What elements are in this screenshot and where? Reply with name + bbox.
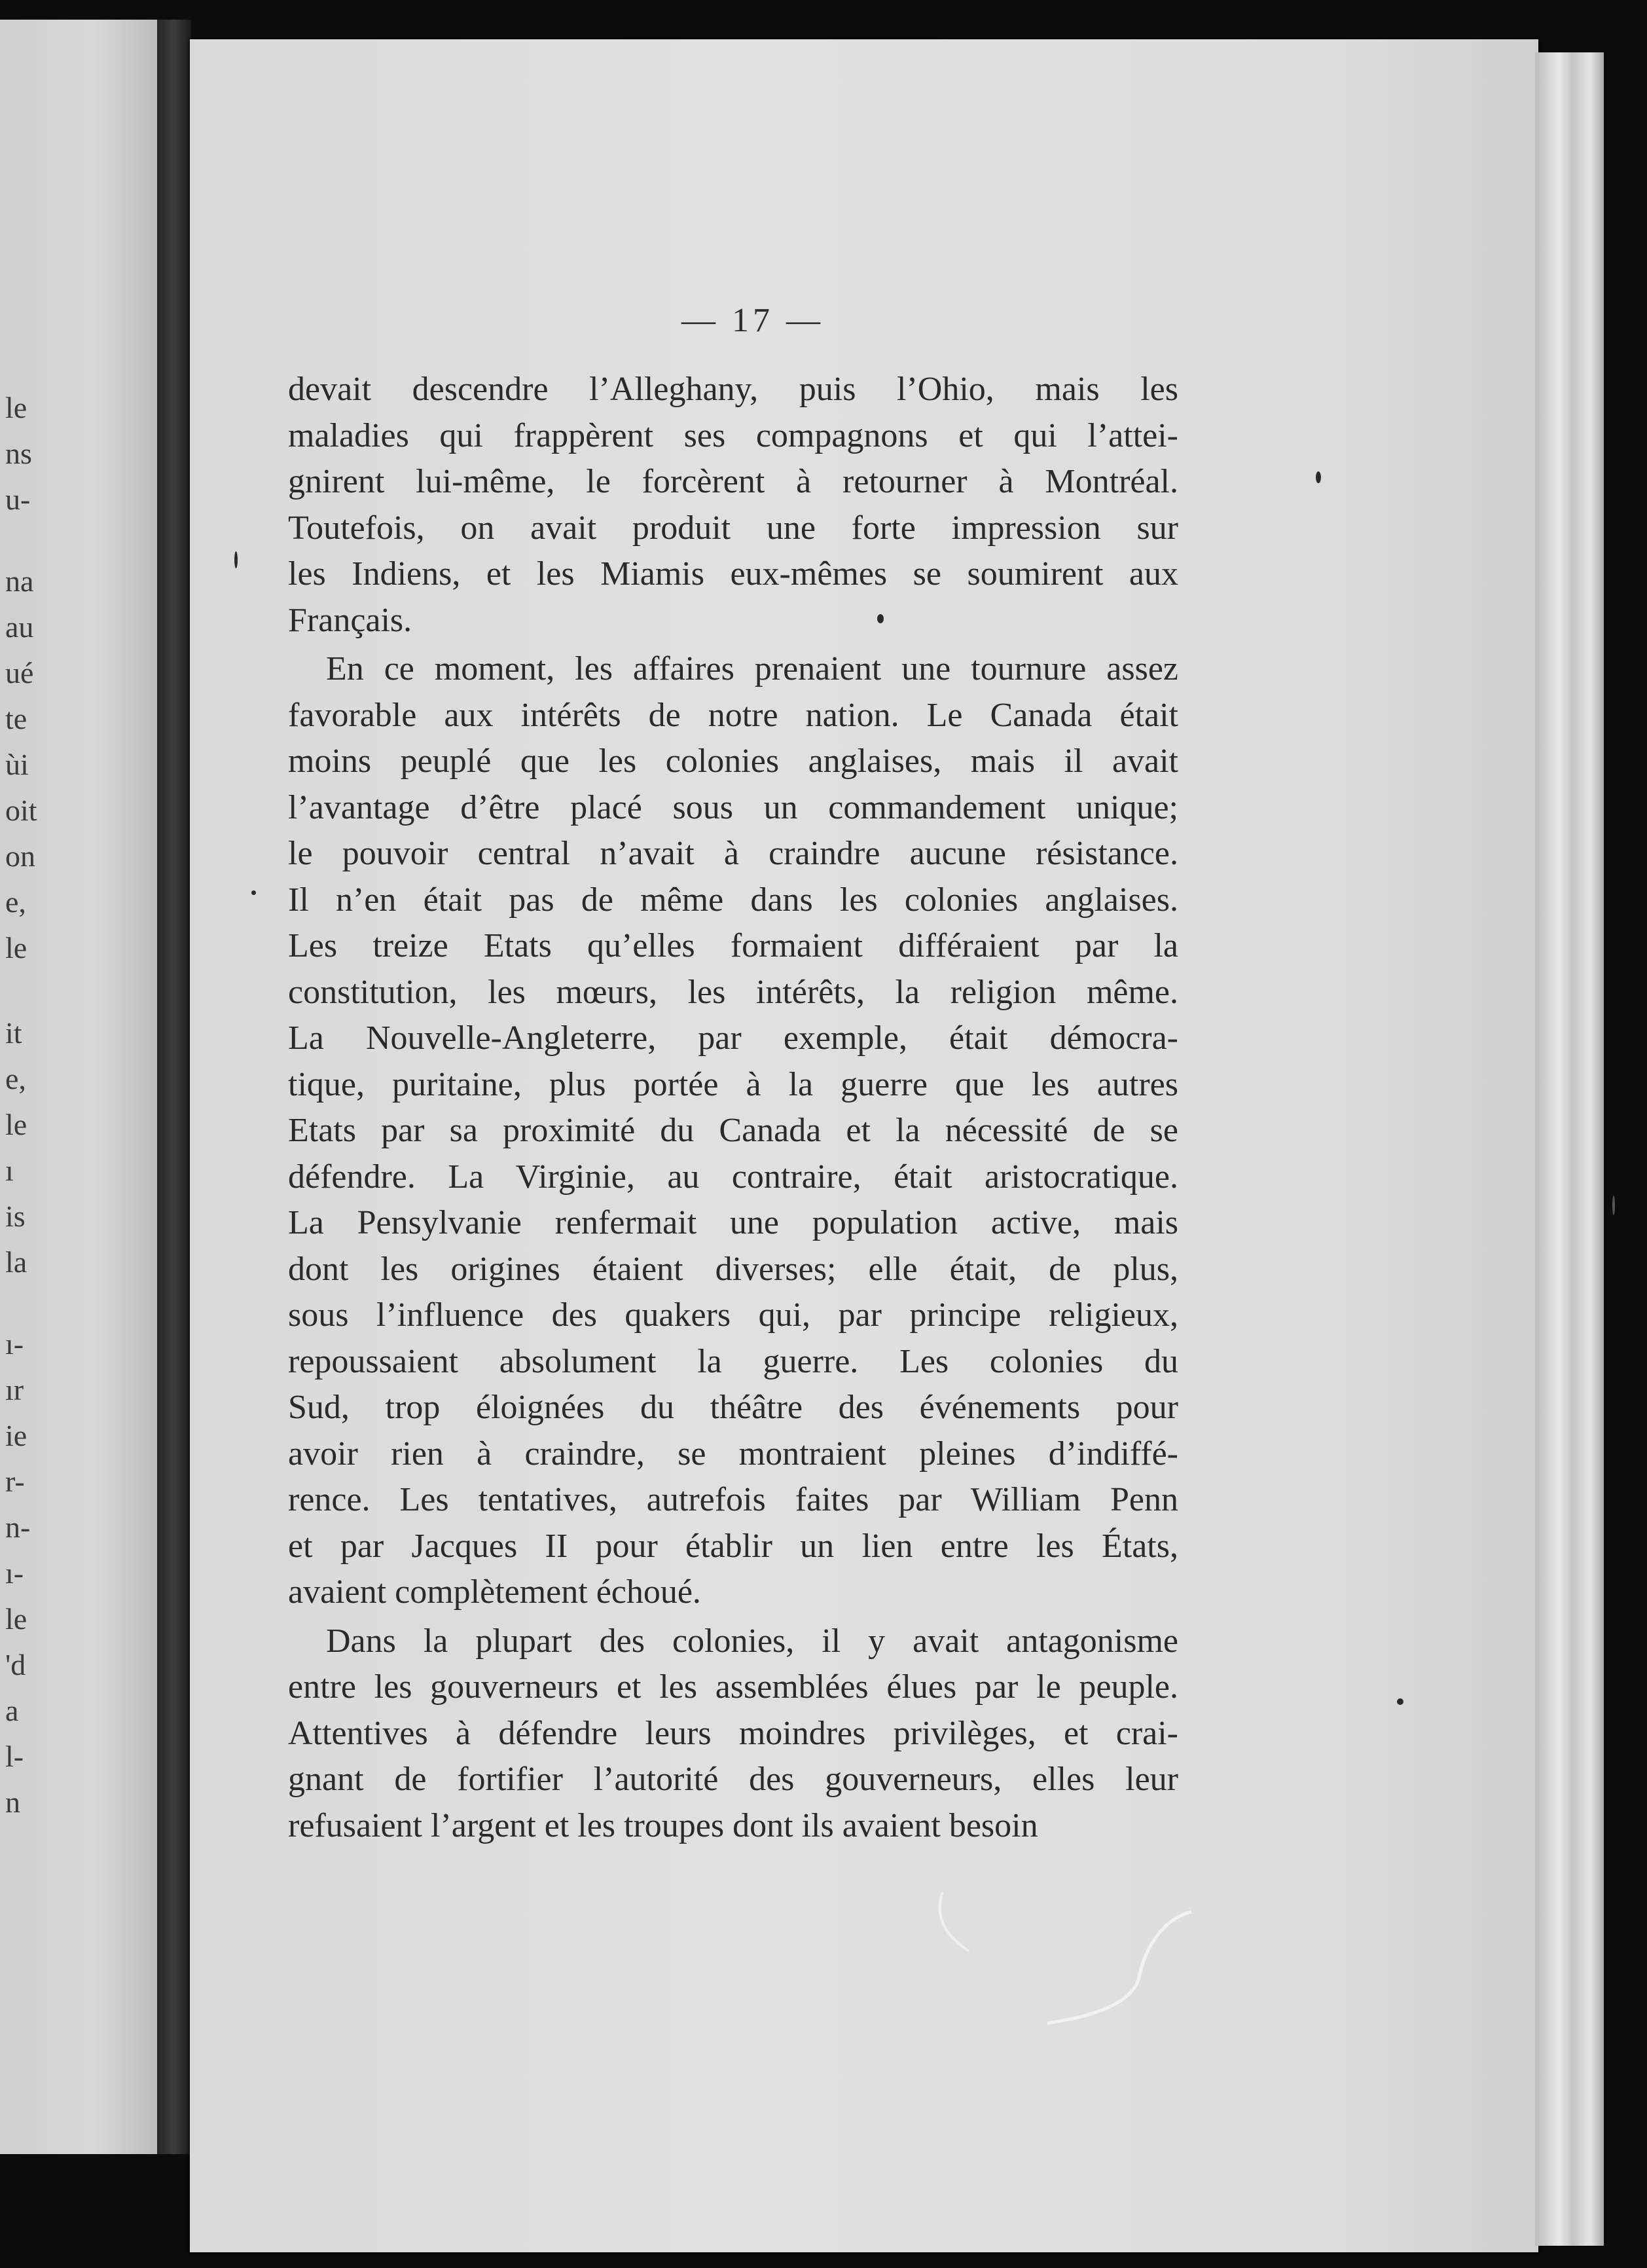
left-page-fragment: le <box>5 391 27 424</box>
text-line: avoir rien à craindre, se montraient pleines d’indiffé- <box>288 1435 1178 1472</box>
text-line: Les treize Etats qu’elles formaient différaient par la <box>288 927 1178 964</box>
ink-speck <box>234 551 238 568</box>
left-page-fragment: ie <box>5 1419 27 1452</box>
page-body-text <box>288 367 1178 1849</box>
text-line: devait descendre l’Alleghany, puis l’Ohio, mais les <box>288 371 1178 408</box>
text-line: constitution, les mœurs, les intérêts, la religion même. <box>288 973 1178 1011</box>
left-page-fragment: on <box>5 839 35 873</box>
left-page-fragment: ns <box>5 437 32 470</box>
text-line: moins peuplé que les colonies anglaises, mais il avait <box>288 742 1178 780</box>
text-line: sous l’influence des quakers qui, par principe religieux, <box>288 1296 1178 1334</box>
text-line: avaient complètement échoué. <box>288 1573 701 1611</box>
left-facing-page <box>0 20 157 2154</box>
text-line: En ce moment, les affaires prenaient une tournure assez <box>326 650 1178 687</box>
left-page-fragment: n <box>5 1785 20 1819</box>
text-line: Sud, trop éloignées du théâtre des événements pour <box>288 1389 1178 1426</box>
left-page-fragment: na <box>5 564 34 598</box>
left-page-fragment: ır <box>5 1373 24 1406</box>
text-line: Dans la plupart des colonies, il y avait antagonisme <box>326 1622 1178 1660</box>
left-page-fragment: ı- <box>5 1327 24 1361</box>
left-page-fragment: 'd <box>5 1648 26 1681</box>
text-line: La Pensylvanie renfermait une population active, mais <box>288 1204 1178 1241</box>
text-line: et par Jacques II pour établir un lien entre les États, <box>288 1527 1178 1565</box>
text-line: défendre. La Virginie, au contraire, était aristocratique. <box>288 1158 1178 1196</box>
left-page-fragment: le <box>5 931 27 964</box>
left-page-fragment: ùi <box>5 748 29 781</box>
text-line: les Indiens, et les Miamis eux-mêmes se soumirent aux <box>288 555 1178 593</box>
scratch-mark <box>930 1886 982 1964</box>
left-page-fragment: u- <box>5 483 31 516</box>
left-page-fragment: ı- <box>5 1556 24 1590</box>
text-line: maladies qui frappèrent ses compagnons et qui l’attei- <box>288 416 1178 454</box>
left-page-fragment: ué <box>5 656 34 689</box>
book-spine <box>157 20 191 2154</box>
ink-speck <box>1612 1196 1615 1215</box>
left-page-fragment: le <box>5 1602 27 1636</box>
left-page-fragment: le <box>5 1108 27 1141</box>
ink-speck <box>251 890 256 895</box>
ink-speck <box>1397 1698 1403 1705</box>
text-line: dont les origines étaient diverses; elle était, de plus, <box>288 1250 1178 1288</box>
left-page-text-fragments <box>0 20 157 2154</box>
left-page-fragment: e, <box>5 1062 26 1095</box>
left-page-fragment: is <box>5 1199 26 1233</box>
left-page-fragment: it <box>5 1016 22 1050</box>
text-line: repoussaient absolument la guerre. Les colonies du <box>288 1342 1178 1380</box>
left-page-fragment: ı <box>5 1154 14 1187</box>
ink-speck <box>877 614 884 623</box>
text-line: tique, puritaine, plus portée à la guerre que les autres <box>288 1065 1178 1103</box>
text-line: entre les gouverneurs et les assemblées élues par le peuple. <box>288 1668 1178 1706</box>
left-page-fragment: n- <box>5 1510 31 1544</box>
left-page-fragment: te <box>5 702 27 735</box>
left-page-fragment: oit <box>5 794 37 827</box>
text-line: La Nouvelle-Angleterre, par exemple, était démocra- <box>288 1019 1178 1057</box>
text-line: Français. <box>288 601 412 639</box>
text-line: Il n’en était pas de même dans les colonies anglaises. <box>288 881 1178 919</box>
text-line: gnant de fortifier l’autorité des gouverneurs, elles leur <box>288 1761 1178 1798</box>
left-page-fragment: r- <box>5 1465 25 1498</box>
left-page-fragment: a <box>5 1694 19 1727</box>
scratch-mark <box>1034 1886 1204 2036</box>
text-line: refusaient l’argent et les troupes dont ils avaient besoin <box>288 1806 1038 1844</box>
left-page-fragment: la <box>5 1245 27 1279</box>
page-stack-edge <box>1535 52 1604 2246</box>
page-number: — 17 — <box>681 302 824 339</box>
text-line: rence. Les tentatives, autrefois faites par William Penn <box>288 1481 1178 1518</box>
text-line: favorable aux intérêts de notre nation. Le Canada était <box>288 696 1178 734</box>
ink-speck <box>1316 471 1321 483</box>
left-page-fragment: l- <box>5 1740 24 1773</box>
text-line: gnirent lui-même, le forcèrent à retourner à Montréal. <box>288 463 1178 500</box>
text-line: Etats par sa proximité du Canada et la nécessité de se <box>288 1112 1178 1149</box>
text-line: le pouvoir central n’avait à craindre aucune résistance. <box>288 835 1178 872</box>
text-line: Toutefois, on avait produit une forte impression sur <box>288 509 1178 547</box>
text-line: Attentives à défendre leurs moindres privilèges, et crai- <box>288 1714 1178 1752</box>
left-page-fragment: e, <box>5 885 26 919</box>
left-page-fragment: au <box>5 610 34 644</box>
text-line: l’avantage d’être placé sous un commandement unique; <box>288 788 1178 826</box>
